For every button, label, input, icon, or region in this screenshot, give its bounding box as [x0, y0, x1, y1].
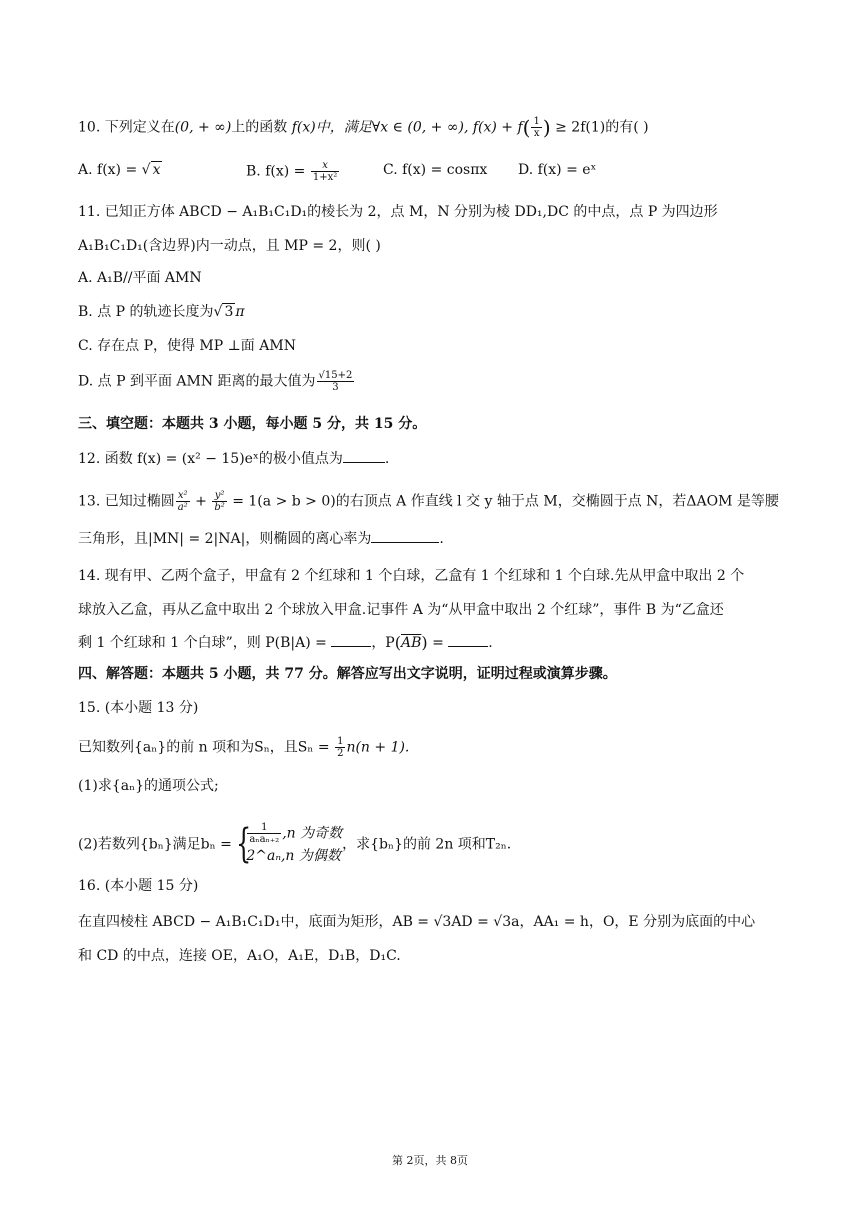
q10-stem-b: 上的函数: [231, 119, 292, 136]
q10-stem-c: 中，满足∀x ∈ (0, + ∞), f(x) + f: [315, 119, 523, 136]
q14-answer-blank-1[interactable]: [331, 632, 371, 647]
q14-line-2: 球放入乙盒，再从乙盒中取出 2 个球放入甲盒.记事件 A 为“从甲盒中取出 2 个红球”，事件 B 为“乙盒还: [78, 602, 724, 618]
q10-option-a: A. f(x) = √ x: [78, 162, 161, 178]
q10-paren-close: ): [542, 115, 551, 140]
q11-line-2: A₁B₁C₁D₁(含边界)内一动点，且 MP = 2，则( ): [78, 238, 381, 254]
q15-header: 15. (本小题 13 分): [78, 700, 199, 716]
q10-stem-d: ≥ 2f(1)的有( ): [550, 119, 649, 136]
q14-line-1: 14. 现有甲、乙两个盒子，甲盒有 2 个红球和 1 个白球，乙盒有 1 个红球和 1 个白球.先从甲盒中取出 2 个: [78, 568, 745, 584]
q10-inner-frac: $\frac{1}{x}$: [533, 116, 540, 139]
q14-answer-blank-2[interactable]: [448, 632, 488, 647]
q16-header: 16. (本小题 15 分): [78, 878, 199, 894]
q11-line-1: 11. 已知正方体 ABCD − A₁B₁C₁D₁的棱长为 2，点 M，N 分别为棱 DD₁,DC 的中点，点 P 为四边形: [78, 204, 718, 220]
q10-option-c: C. f(x) = cosπx: [383, 162, 488, 178]
q15-piecewise: { $\frac{1}{\text{aₙaₙ₊₂}}$ ,n 为奇数 2^aₙ,n 为偶数: [236, 821, 343, 867]
page-footer: 第 2页，共 8页: [392, 1154, 468, 1167]
q10-interval: (0, + ∞): [174, 119, 232, 136]
q11-option-c: C. 存在点 P，使得 MP ⊥面 AMN: [78, 338, 296, 354]
section-3-heading: 三、填空题：本题共 3 小题，每小题 5 分，共 15 分。: [78, 416, 427, 432]
q10-stem-a: 10. 下列定义在: [78, 119, 175, 136]
q15-part-2: (2)若数列{bₙ}满足bₙ = { $\frac{1}{\text{aₙaₙ₊₂}}$ ,n 为奇数 2^aₙ,n 为偶数 ，求{bₙ}的前 2n 项和T₂ₙ.: [78, 821, 512, 867]
q10-option-b: B. f(x) = $\frac{x}{\text{1+x²}}$: [246, 160, 338, 183]
q15-part-1: (1)求{aₙ}的通项公式;: [78, 778, 219, 794]
q10-stem: [78, 116, 649, 139]
q16-line-1: 在直四棱柱 ABCD − A₁B₁C₁D₁中，底面为矩形，AB = √3AD = √3a，AA₁ = h，O，E 分别为底面的中心: [78, 914, 756, 930]
q10-option-d: D. f(x) = eˣ: [518, 162, 597, 178]
q13-line-1: 13. 已知过椭圆 $\frac{\text{x²}}{\text{a²}}$ + $\frac{\text{y²}}{\text{b²}}$ = 1(a > b > 0)的右顶点 A 作直线 l 交 y 轴于点 M，交椭圆于点 N，若ΔAOM 是等腰: [78, 490, 779, 513]
q11-option-b: B. 点 P 的轨迹长度为√ 3 π: [78, 304, 245, 320]
q13-answer-blank[interactable]: [371, 528, 439, 543]
q10-paren-open: (: [522, 115, 531, 140]
q14-line-3: 剩 1 个红球和 1 个白球”，则 P(B|A) = ，$P(\overline{AB})$ = .: [78, 633, 493, 652]
q11-option-a: A. A₁B//平面 AMN: [78, 270, 202, 286]
q15-stem: 已知数列{aₙ}的前 n 项和为Sₙ，且Sₙ = $\frac{1}{2}$ n(n + 1).: [78, 736, 410, 759]
q10-fx: f(x): [291, 119, 316, 136]
q14-complement-ab: $\overline{AB}$: [400, 635, 422, 651]
q12-answer-blank[interactable]: [343, 448, 385, 463]
q16-line-2: 和 CD 的中点，连接 OE，A₁O，A₁E，D₁B，D₁C.: [78, 948, 401, 964]
q12-stem: 12. 函数 f(x) = (x² − 15)eˣ的极小值点为 .: [78, 448, 389, 469]
section-4-heading: 四、解答题：本题共 5 小题，共 77 分。解答应写出文字说明，证明过程或演算步骤。: [78, 666, 617, 682]
q11-option-d: D. 点 P 到平面 AMN 距离的最大值为 $\frac{√15+2}{3}$: [78, 370, 353, 393]
q13-line-2: 三角形，且|MN| = 2|NA|，则椭圆的离心率为 .: [78, 528, 444, 549]
